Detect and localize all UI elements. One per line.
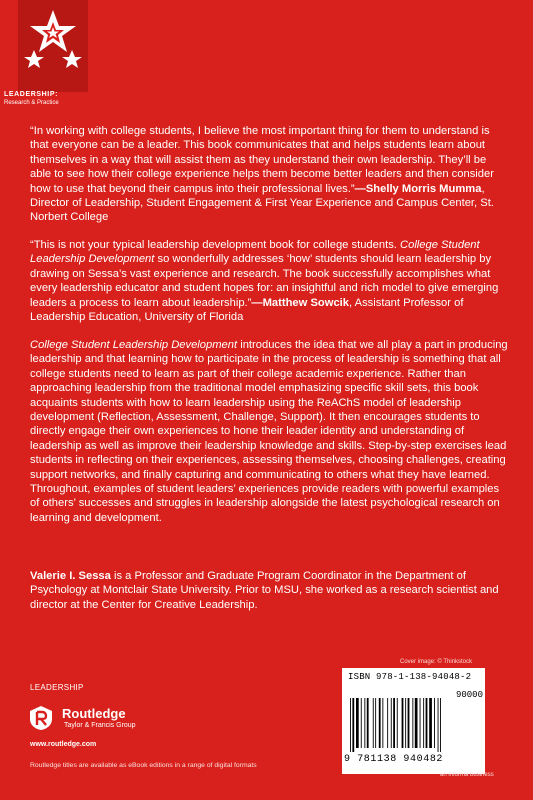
author-name: Valerie I. Sessa [30, 570, 111, 582]
star-logo-icon [18, 4, 88, 70]
informa-note: an informa business [440, 772, 494, 778]
endorsement-1 [30, 124, 510, 225]
endorsement-2 [30, 238, 510, 324]
cover-credit: Cover image: © Thinkstock [400, 659, 473, 665]
description-book-title: College Student Leadership Development [30, 339, 238, 351]
description-text: introduces the idea that we all play a part in producing leadership and that learning how to participate in the process of leadership is something that all college students need to learn as part of their college academic experience. Rather than approaching leadership from the traditional model emphasizing specific skill sets, this book acquaints students with how to learn leadership using the ReAChS model of leadership development (Reflection, Assessment, Challenge, Support). It then encourages students to directly engage their own experiences to hone their leader identity and understanding of leadership as well as improve their leadership knowledge and skills. Step-by-step exercises lead students in reflecting on their experiences, assessing themselves, choosing challenges, creating support networks, and finally capturing and communicating to others what they have learned. Throughout, examples of student leaders’ experiences provide readers with powerful examples of others’ successes and struggles in leadership alongside the latest psychological research on learning and development. [30, 339, 508, 524]
routledge-logo-icon [28, 705, 54, 731]
book-description [30, 338, 510, 525]
endorsement-2-text-before: “This is not your typical leadership development book for college students. [30, 239, 401, 251]
isbn-top: ISBN 978-1-138-94048-2 [348, 672, 472, 682]
endorsement-1-author: —Shelly Morris Mumma [354, 182, 482, 195]
author-bio [30, 569, 510, 612]
endorsement-1-text: “In working with college students, I believe the most important thing for them to understand is that everyone can be a leader. This book communicates that and helps students learn about themselves in a way that will assist them as they understand their own leadership. They’ll be able to see how their college experience helps them become better leaders and then consider how to use that beyond their campus into their professional lives.” [30, 125, 494, 195]
publisher-website[interactable]: www.routledge.com [30, 741, 97, 748]
isbn-digits: 9 781138 940482 [344, 754, 444, 765]
price-code: 90000 [455, 690, 483, 700]
series-logo [18, 0, 88, 92]
series-name: LEADERSHIP: [4, 91, 59, 98]
endorsement-2-text-after: so wonderfully addresses ‘how’ students should learn leadership by drawing on Sessa’s vast experience and research. The book successfully accomplishes what every leadership educator and student hopes for: an insightful and rich model to give emerging leaders a process to learn about leadership.” [30, 253, 499, 309]
series-label [4, 90, 124, 107]
barcode-box [342, 668, 485, 774]
publisher-name: Routledge [62, 706, 126, 721]
endorsement-1-affiliation: , Director of Leadership, Student Engagement & First Year Experience and Campus Center, St. Norbert College [30, 182, 494, 224]
category-label: LEADERSHIP [30, 683, 84, 692]
author-bio-text: is a Professor and Graduate Program Coordinator in the Department of Psychology at Montclair State University. Prior to MSU, she worked as a research scientist and director at the Center for Creative Leadership. [30, 570, 499, 611]
publisher-subtitle: Taylor & Francis Group [64, 722, 136, 729]
series-subtitle: Research & Practice [4, 100, 59, 106]
barcode-icon [348, 698, 480, 752]
endorsement-2-affiliation: , Assistant Professor of Leadership Education, University of Florida [30, 296, 464, 324]
endorsement-2-author: —Matthew Sowcik [251, 296, 350, 309]
endorsement-2-book-title: College Student Leadership Development [30, 239, 480, 266]
ebook-note: Routledge titles are available as eBook editions in a range of digital formats [30, 762, 257, 769]
